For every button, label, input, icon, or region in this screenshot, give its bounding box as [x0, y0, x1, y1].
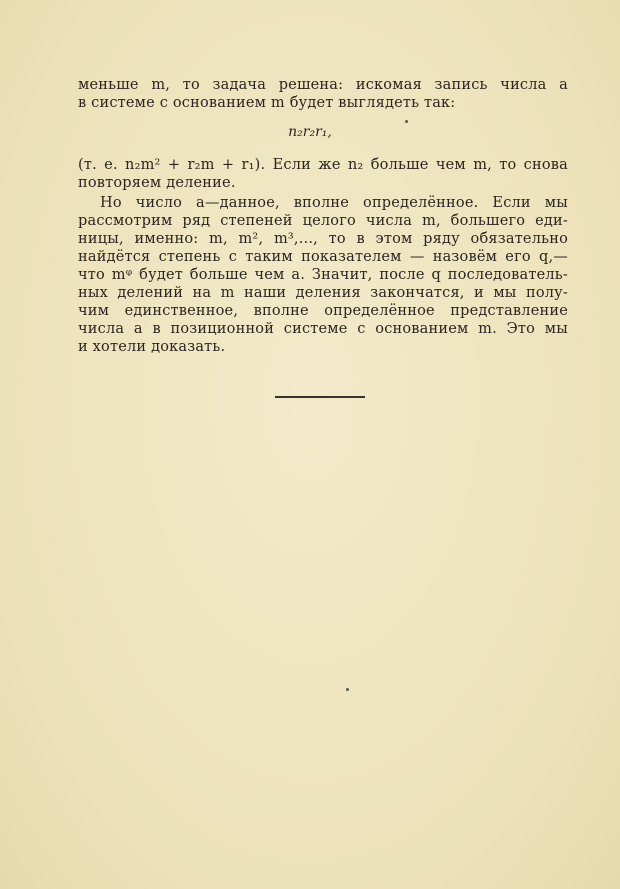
text-line: в системе с основанием m будет выглядеть так: [78, 95, 456, 111]
text-line: меньше m, то задача решена: искомая запись числа a [78, 77, 568, 93]
text-line: (т. е. n₂m² + r₂m + r₁). Если же n₂ больше чем m, то снова [78, 157, 568, 173]
text-line: рассмотрим ряд степеней целого числа m, большего еди- [78, 213, 568, 229]
text-line: найдётся степень с таким показателем — назовём его q,— [78, 249, 568, 265]
text-line: что mᵠ будет больше чем a. Значит, после q последователь- [78, 267, 568, 283]
formula: n₂r₂r₁, [288, 124, 332, 140]
scan-speck [346, 688, 349, 691]
section-end-rule [275, 396, 365, 398]
scan-speck [405, 120, 408, 123]
text-line: ницы, именно: m, m², m³,..., то в этом ряду обязательно [78, 231, 568, 247]
text-line: числа a в позиционной системе с основанием m. Это мы [78, 321, 568, 337]
text-line: Но число a—данное, вполне определённое. Если мы [100, 195, 568, 211]
text-line: чим единственное, вполне определённое представление [78, 303, 568, 319]
text-line: и хотели доказать. [78, 339, 226, 355]
text-line: повторяем деление. [78, 175, 236, 191]
text-line: ных делений на m наши деления закончатся, и мы полу- [78, 285, 568, 301]
